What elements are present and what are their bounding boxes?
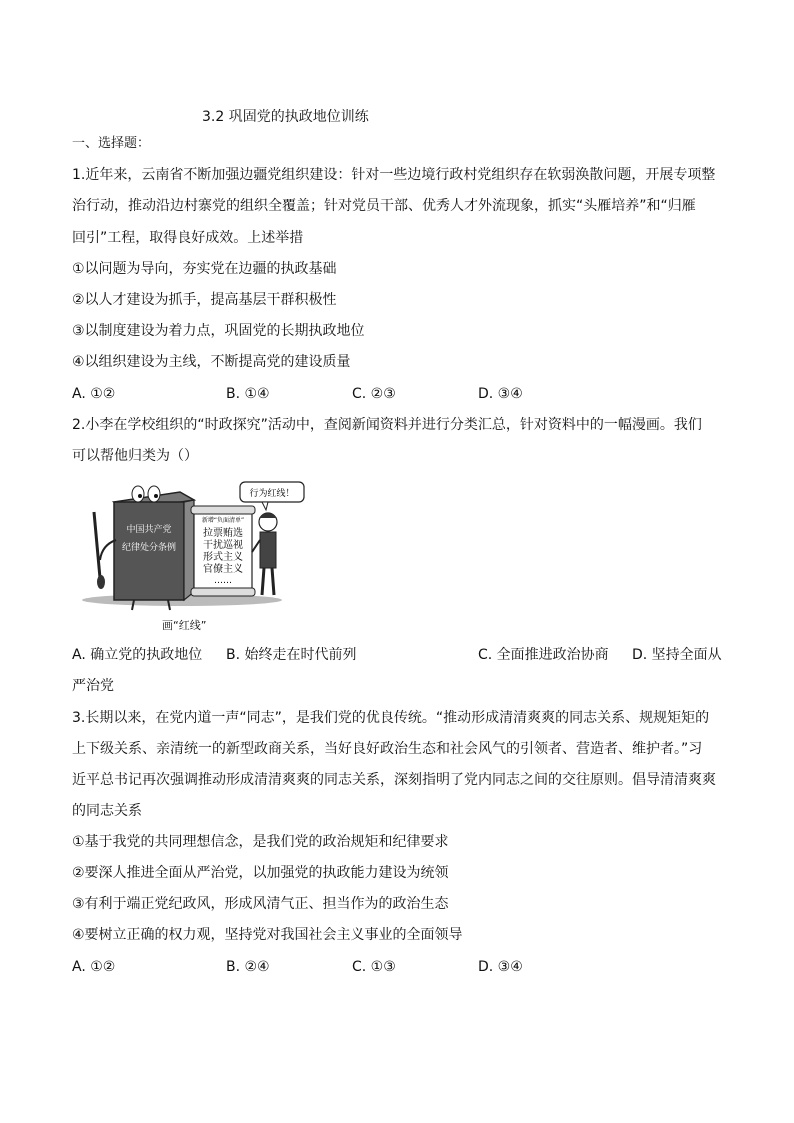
q1-line-3: 回引”工程，取得良好成效。上述举措 xyxy=(72,230,304,246)
q1-option-b[interactable]: B. ①④ xyxy=(226,386,270,402)
q3-line-2: 上下级关系、亲清统一的新型政商关系，当好良好政治生态和社会风气的引领者、营造者、维护者。”习 xyxy=(72,741,703,757)
list-item-5: …… xyxy=(214,576,232,586)
page-title: 3.2 巩固党的执政地位训练 xyxy=(202,109,369,125)
q3-option-b[interactable]: B. ②④ xyxy=(226,959,270,975)
q3-line-4: 的同志关系 xyxy=(72,803,142,819)
q3-item-1: ①基于我党的共同理想信念，是我们党的政治规矩和纪律要求 xyxy=(72,834,449,850)
q1-option-d[interactable]: D. ③④ xyxy=(478,386,523,402)
q1-line-1: 1.近年来，云南省不断加强边疆党组织建设：针对一些边境行政村党组织存在软弱涣散问题，开展专项整 xyxy=(72,167,716,183)
q2-option-d-wrap: 严治党 xyxy=(72,678,114,694)
q3-option-c[interactable]: C. ①③ xyxy=(352,959,396,975)
list-header: 新增“负面清单” xyxy=(201,517,245,524)
q3-item-2: ②要深人推进全面从严治党，以加强党的执政能力建设为统领 xyxy=(72,865,449,881)
cartoon-caption: 画“红线” xyxy=(162,619,207,632)
q3-line-3: 近平总书记再次强调推动形成清清爽爽的同志关系，深刻指明了党内同志之间的交往原则。倡导清清爽爽 xyxy=(72,772,716,788)
q2-line-2: 可以帮他归类为（） xyxy=(72,448,198,464)
list-item-3: 形式主义 xyxy=(203,552,243,563)
bubble-text: 行为红线！ xyxy=(249,489,295,499)
q2-option-a[interactable]: A. 确立党的执政地位 xyxy=(72,647,203,663)
q2-option-c[interactable]: C. 全面推进政治协商 xyxy=(478,647,609,663)
book-illustration xyxy=(94,486,194,610)
q1-item-2: ②以人才建设为抓手，提高基层干群积极性 xyxy=(72,292,337,308)
q3-item-4: ④要树立正确的权力观，坚持党对我国社会主义事业的全面领导 xyxy=(72,927,463,943)
cartoon-image xyxy=(72,470,312,640)
q2-line-1: 2.小李在学校组织的“时政探究”活动中，查阅新闻资料并进行分类汇总，针对资料中的一幅漫画。我们 xyxy=(72,417,702,433)
book-title: 中国共产党 xyxy=(126,525,172,535)
q3-option-a[interactable]: A. ①② xyxy=(72,959,116,975)
book-subtitle: 纪律处分条例 xyxy=(121,543,177,553)
q3-option-d[interactable]: D. ③④ xyxy=(478,959,523,975)
list-item-4: 官僚主义 xyxy=(203,564,243,575)
q1-line-2: 治行动，推动沿边村寨党的组织全覆盖；针对党员干部、优秀人才外流现象，抓实“头雁培养”和“归雁 xyxy=(72,198,696,214)
q3-item-3: ③有利于端正党纪政风，形成风清气正、担当作为的政治生态 xyxy=(72,896,449,912)
man-figure xyxy=(252,513,277,595)
list-item-2: 干扰巡视 xyxy=(203,540,243,551)
q1-option-a[interactable]: A. ①② xyxy=(72,386,116,402)
list-item-1: 拉票贿选 xyxy=(203,528,243,539)
q1-item-3: ③以制度建设为着力点，巩固党的长期执政地位 xyxy=(72,323,365,339)
q2-option-d[interactable]: D. 坚持全面从 xyxy=(632,647,722,663)
q1-option-c[interactable]: C. ②③ xyxy=(352,386,396,402)
q1-item-1: ①以问题为导向，夯实党在边疆的执政基础 xyxy=(72,261,337,277)
q2-option-b[interactable]: B. 始终走在时代前列 xyxy=(226,647,357,663)
q3-line-1: 3.长期以来，在党内道一声“同志”，是我们党的优良传统。“推动形成清清爽爽的同志关系、规规矩矩的 xyxy=(72,710,710,726)
section-heading: 一、选择题： xyxy=(72,136,151,151)
negative-list-board xyxy=(191,506,255,596)
q1-item-4: ④以组织建设为主线，不断提高党的建设质量 xyxy=(72,354,351,370)
